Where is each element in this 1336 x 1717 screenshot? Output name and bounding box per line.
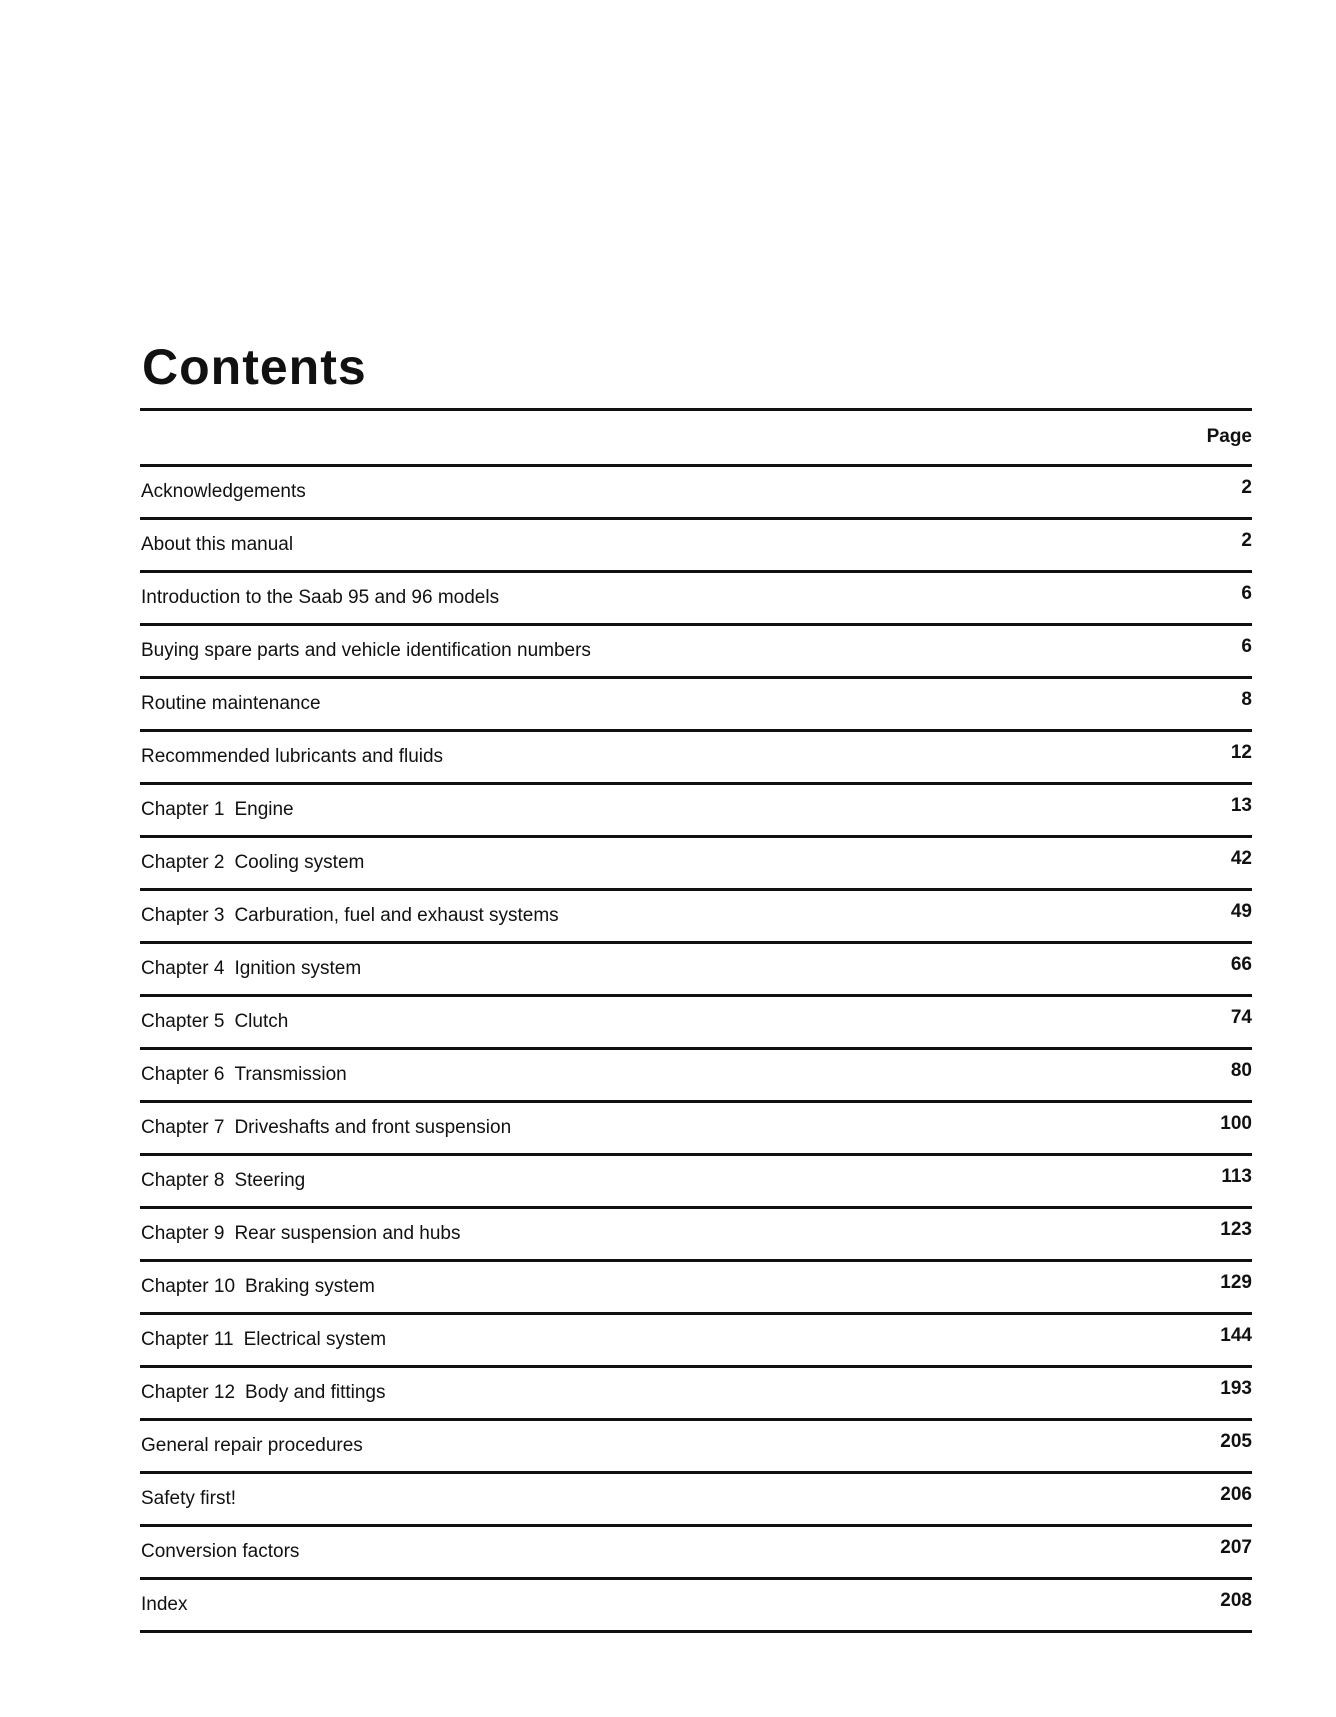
- page-title: Contents: [142, 339, 367, 395]
- toc-page-number: 12: [1230, 742, 1252, 763]
- toc-page-number: 49: [1230, 901, 1252, 922]
- toc-entry-label: Carburation, fuel and exhaust systems: [234, 905, 559, 926]
- toc-entry: [140, 1527, 1252, 1580]
- toc-entry-label: Engine: [234, 799, 294, 820]
- toc-chapter-number: Chapter 5: [141, 1011, 225, 1032]
- toc-entry-label: Recommended lubricants and fluids: [141, 746, 444, 767]
- toc-entry-title: [141, 1276, 375, 1298]
- toc-entry-label: Clutch: [234, 1011, 289, 1032]
- toc-entry-title: [141, 1223, 461, 1245]
- toc-page-number: 80: [1230, 1060, 1252, 1081]
- toc-entry-title: [141, 958, 361, 980]
- toc-entry-label: Conversion factors: [141, 1541, 300, 1562]
- toc-entry: [140, 1103, 1252, 1156]
- toc-chapter-number: Chapter 8: [141, 1170, 225, 1191]
- toc-chapter-number: Chapter 11: [141, 1329, 234, 1350]
- toc-page-number: 205: [1220, 1431, 1252, 1452]
- toc-entry: [140, 785, 1252, 838]
- toc-entry: [140, 520, 1252, 573]
- toc-entry-label: Routine maintenance: [141, 693, 321, 714]
- toc-chapter-number: Chapter 3: [141, 905, 225, 926]
- toc-chapter-number: Chapter 10: [141, 1276, 236, 1297]
- page-column-header: Page: [1206, 426, 1252, 447]
- toc-entry-label: Introduction to the Saab 95 and 96 models: [141, 587, 500, 608]
- toc-entry-title: [141, 905, 559, 927]
- toc-page-number: 100: [1220, 1113, 1252, 1134]
- toc-entry-title: [141, 640, 591, 662]
- toc-chapter-number: Chapter 6: [141, 1064, 225, 1085]
- toc-entry-title: [141, 746, 443, 768]
- toc-entry-label: General repair procedures: [141, 1435, 363, 1456]
- toc-entry-label: Index: [141, 1594, 188, 1615]
- toc-entry-title: [141, 1382, 386, 1404]
- toc-entry: [140, 1315, 1252, 1368]
- toc-entry: [140, 1421, 1252, 1474]
- toc-entry: [140, 1580, 1252, 1633]
- toc-entry-label: Rear suspension and hubs: [234, 1223, 461, 1244]
- toc-entry: [140, 1209, 1252, 1262]
- toc-entry-label: About this manual: [141, 534, 294, 555]
- toc-chapter-number: Chapter 2: [141, 852, 225, 873]
- toc-page-number: 42: [1230, 848, 1252, 869]
- toc-chapter-number: Chapter 9: [141, 1223, 225, 1244]
- toc-entry-label: Electrical system: [243, 1329, 387, 1350]
- toc-chapter-number: Chapter 1: [141, 799, 225, 820]
- toc-entry: [140, 1474, 1252, 1527]
- toc-entry-title: [141, 1435, 363, 1457]
- toc-entry-title: [141, 1117, 511, 1139]
- toc-entry-label: Cooling system: [234, 852, 365, 873]
- toc-entry-label: Transmission: [234, 1064, 347, 1085]
- title-rule: [140, 408, 1252, 411]
- toc-page-number: 66: [1230, 954, 1252, 975]
- toc-entry: [140, 573, 1252, 626]
- toc-entry: [140, 732, 1252, 785]
- toc-entry-title: [141, 852, 364, 874]
- toc-entry-title: [141, 693, 321, 715]
- toc-chapter-number: Chapter 7: [141, 1117, 225, 1138]
- toc-page-number: 207: [1220, 1537, 1252, 1558]
- toc-chapter-number: Chapter 12: [141, 1382, 236, 1403]
- toc-entry-title: [141, 1329, 386, 1351]
- toc-entry: [140, 891, 1252, 944]
- toc-entry-label: Ignition system: [234, 958, 362, 979]
- toc-page-number: 129: [1220, 1272, 1252, 1293]
- toc-page-number: 13: [1230, 795, 1252, 816]
- toc-chapter-number: Chapter 4: [141, 958, 225, 979]
- toc-page-number: 74: [1230, 1007, 1252, 1028]
- toc-entry-title: [141, 587, 499, 609]
- toc-entry-title: [141, 799, 294, 821]
- toc-entry-title: [141, 1170, 305, 1192]
- toc-page-number: 193: [1220, 1378, 1252, 1399]
- toc-page-number: 2: [1241, 477, 1252, 498]
- toc-entry-title: [141, 481, 306, 503]
- toc-page-number: 2: [1241, 530, 1252, 551]
- toc-entry-title: [141, 1541, 299, 1563]
- toc-entry: [140, 1156, 1252, 1209]
- toc-page-number: 8: [1241, 689, 1252, 710]
- toc-entry-label: Acknowledgements: [141, 481, 306, 502]
- toc-entry: [140, 1262, 1252, 1315]
- toc-entry-label: Driveshafts and front suspension: [234, 1117, 512, 1138]
- toc-entry-label: Buying spare parts and vehicle identification numbers: [141, 640, 591, 661]
- toc-entry: [140, 679, 1252, 732]
- toc-page-number: 208: [1220, 1590, 1252, 1611]
- toc-entry: [140, 467, 1252, 520]
- toc-entry: [140, 626, 1252, 679]
- toc-entry: [140, 838, 1252, 891]
- toc-entry-label: Body and fittings: [245, 1382, 386, 1403]
- toc-entry: [140, 1368, 1252, 1421]
- toc-page-number: 144: [1220, 1325, 1252, 1346]
- toc-page-number: 113: [1221, 1166, 1252, 1187]
- toc-page-number: 6: [1241, 583, 1252, 604]
- toc-page-number: 6: [1241, 636, 1252, 657]
- toc-page-number: 123: [1220, 1219, 1252, 1240]
- toc-page-number: 206: [1220, 1484, 1252, 1505]
- toc-entry-title: [141, 1594, 187, 1616]
- toc-entry-label: Safety first!: [141, 1488, 237, 1509]
- toc-entry-title: [141, 1488, 236, 1510]
- toc-entry: [140, 1050, 1252, 1103]
- toc-entry-title: [141, 1064, 347, 1086]
- toc-entry: [140, 944, 1252, 997]
- toc-entry-title: [141, 534, 293, 556]
- table-of-contents: [140, 464, 1252, 1633]
- toc-entry-label: Braking system: [245, 1276, 375, 1297]
- toc-entry-label: Steering: [234, 1170, 306, 1191]
- toc-entry: [140, 997, 1252, 1050]
- toc-entry-title: [141, 1011, 288, 1033]
